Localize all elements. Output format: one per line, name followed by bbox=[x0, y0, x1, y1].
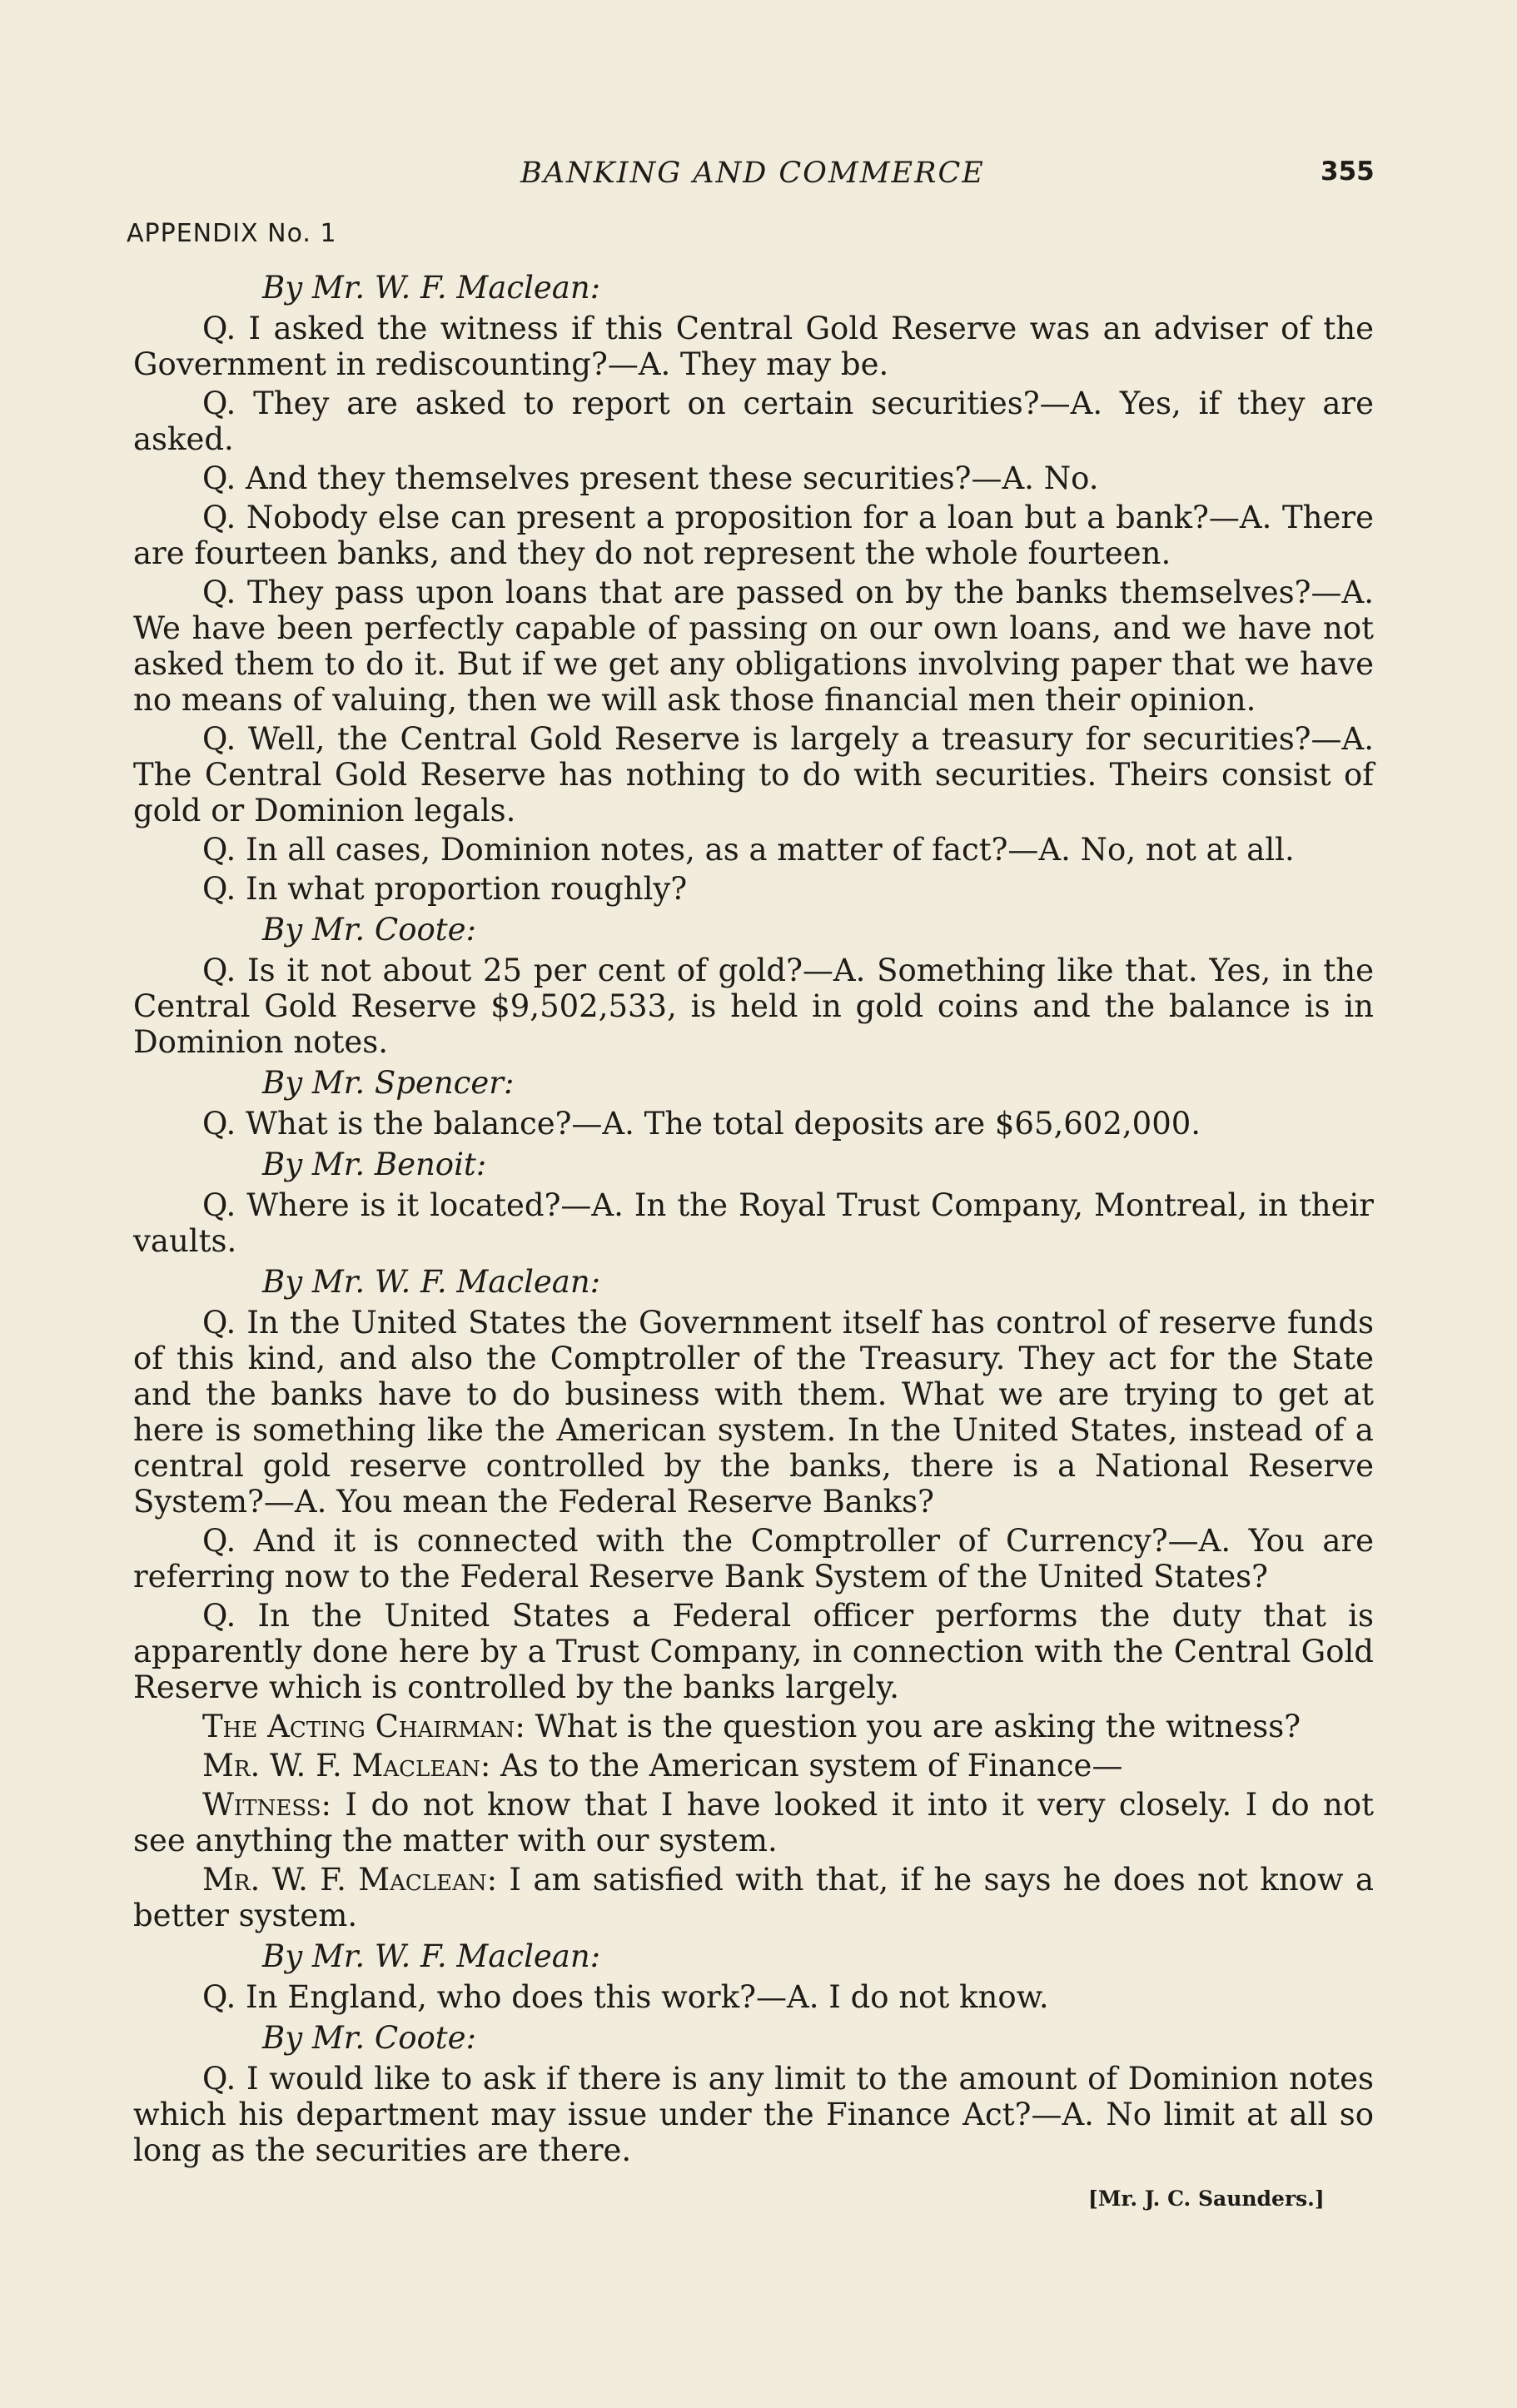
examiner-heading: By Mr. Coote: bbox=[262, 2020, 476, 2056]
examiner-heading: By Mr. W. F. Maclean: bbox=[262, 270, 601, 306]
speaker-paragraph bbox=[133, 1862, 1374, 1933]
question-paragraph: Q. Is it not about 25 per cent of gold?—A. Something like that. Yes, in the Central Gold Reserve $9,502,533, is held in gold coins and the balance is in Dominion notes. bbox=[133, 953, 1374, 1060]
speaker-text: I do not know that I have looked it into it very closely. I do not see anything the matter with our system. bbox=[133, 1787, 1374, 1858]
speaker-text: As to the American system of Finance— bbox=[490, 1748, 1123, 1784]
examiner-heading: By Mr. Spencer: bbox=[262, 1065, 515, 1101]
question-paragraph: Q. In all cases, Dominion notes, as a matter of fact?—A. No, not at all. bbox=[202, 832, 1295, 868]
question-paragraph: Q. I would like to ask if there is any limit to the amount of Dominion notes which his department may issue under the Finance Act?—A. No limit at all so long as the securities are there. bbox=[133, 2061, 1374, 2168]
question-paragraph: Q. Where is it located?—A. In the Royal Trust Company, Montreal, in their vaults. bbox=[133, 1187, 1374, 1259]
examiner-heading: By Mr. Coote: bbox=[262, 912, 476, 948]
page-number: 355 bbox=[1321, 157, 1375, 187]
transcript-body bbox=[133, 265, 1374, 2172]
question-paragraph: Q. Well, the Central Gold Reserve is largely a treasury for securities?—A. The Central Gold Reserve has nothing to do with securities. Theirs consist of gold or Dominion legals. bbox=[133, 721, 1374, 828]
examiner-heading: By Mr. W. F. Maclean: bbox=[262, 1264, 601, 1300]
question-paragraph: Q. And they themselves present these securities?—A. No. bbox=[202, 460, 1099, 496]
speaker-paragraph bbox=[133, 1748, 1374, 1784]
examiner-heading: By Mr. W. F. Maclean: bbox=[262, 1938, 601, 1974]
question-paragraph: Q. They pass upon loans that are passed on by the banks themselves?—A. We have been perfectly capable of passing on our own loans, and we have not asked them to do it. But if we get any obligations involving paper that we have no means of valuing, then we will ask those financial men their opinion. bbox=[133, 575, 1374, 718]
question-paragraph: Q. In what proportion roughly? bbox=[202, 871, 688, 907]
question-paragraph: Q. In the United States a Federal officer performs the duty that is apparently done here by a Trust Company, in connection with the Central Gold Reserve which is controlled by the banks largely. bbox=[133, 1598, 1374, 1705]
speaker-name: The Acting Chairman: bbox=[202, 1709, 525, 1744]
question-paragraph: Q. In the United States the Government itself has control of reserve funds of this kind, and also the Comptroller of the Treasury. They act for the State and the banks have to do business with them. What we are trying to get at here is something like the American system. In the United States, instead of a central gold reserve controlled by the banks, there is a National Reserve System?—A. You mean the Federal Reserve Banks? bbox=[133, 1305, 1374, 1520]
speaker-name: Mr. W. F. Maclean: bbox=[202, 1862, 498, 1898]
speaker-text: What is the question you are asking the witness? bbox=[525, 1709, 1301, 1744]
running-header: BANKING AND COMMERCE bbox=[520, 157, 985, 190]
speaker-text: I am satisfied with that, if he says he does not know a better system. bbox=[133, 1862, 1375, 1933]
witness-footer-note: [Mr. J. C. Saunders.] bbox=[1088, 2187, 1325, 2211]
speaker-name: Mr. W. F. Maclean: bbox=[202, 1748, 491, 1784]
question-paragraph: Q. They are asked to report on certain securities?—A. Yes, if they are asked. bbox=[133, 386, 1374, 457]
examiner-heading: By Mr. Benoit: bbox=[262, 1147, 487, 1182]
question-paragraph: Q. Nobody else can present a proposition for a loan but a bank?—A. There are fourteen banks, and they do not represent the whole fourteen. bbox=[133, 500, 1374, 571]
question-paragraph: Q. What is the balance?—A. The total deposits are $65,602,000. bbox=[202, 1106, 1201, 1142]
question-paragraph: Q. And it is connected with the Comptroller of Currency?—A. You are referring now to the Federal Reserve Bank System of the United States? bbox=[133, 1523, 1374, 1595]
speaker-name: Witness: bbox=[202, 1787, 332, 1823]
speaker-paragraph bbox=[133, 1787, 1374, 1858]
appendix-label: APPENDIX No. 1 bbox=[127, 219, 337, 248]
speaker-paragraph bbox=[133, 1709, 1374, 1744]
question-paragraph: Q. In England, who does this work?—A. I do not know. bbox=[202, 1979, 1049, 2015]
question-paragraph: Q. I asked the witness if this Central Gold Reserve was an adviser of the Government in rediscounting?—A. They may be. bbox=[133, 311, 1374, 382]
